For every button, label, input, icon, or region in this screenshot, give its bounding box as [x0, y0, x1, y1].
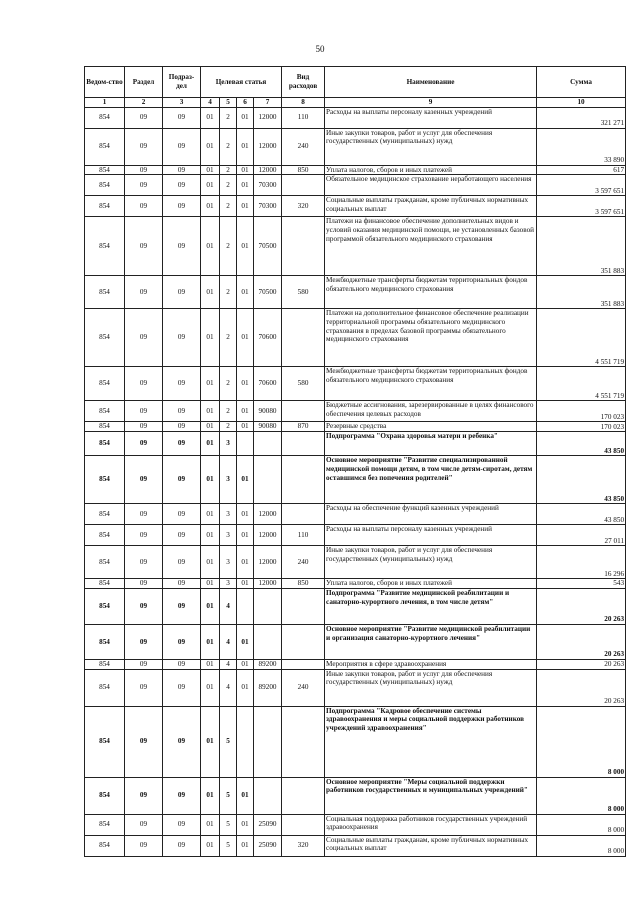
item-name-cell: Уплата налогов, сборов и иных платежей: [325, 579, 537, 589]
item-name-cell: Социальные выплаты гражданам, кроме публичных нормативных социальных выплат: [325, 835, 537, 856]
direction-code-cell: 89200: [254, 659, 282, 669]
column-number: 3: [163, 98, 201, 108]
measure-code-cell: 01: [237, 624, 254, 659]
header-podrazdel: Подраз-дел: [163, 67, 201, 98]
expense-type-cell: [282, 588, 325, 624]
direction-code-cell: 89200: [254, 669, 282, 706]
amount-cell: 16 296: [537, 546, 626, 579]
table-row: [85, 835, 626, 856]
podrazdel-cell: 09: [163, 624, 201, 659]
expense-type-cell: 850: [282, 165, 325, 175]
vedomstvo-cell: 854: [85, 525, 125, 546]
vedomstvo-cell: 854: [85, 588, 125, 624]
razdel-cell: 09: [125, 107, 163, 128]
measure-code-cell: [237, 706, 254, 777]
podrazdel-cell: 09: [163, 814, 201, 835]
table-row: [85, 309, 626, 367]
subprogram-code-cell: 3: [220, 525, 237, 546]
razdel-cell: 09: [125, 165, 163, 175]
razdel-cell: 09: [125, 309, 163, 367]
razdel-cell: 09: [125, 525, 163, 546]
measure-code-cell: [237, 432, 254, 456]
direction-code-cell: 12000: [254, 579, 282, 589]
subprogram-code-cell: 5: [220, 835, 237, 856]
item-name-cell: Подпрограмма "Кадровое обеспечение системы здравоохранения и меры социальной поддержки работников учреждений здравоохранения": [325, 706, 537, 777]
podrazdel-cell: 09: [163, 432, 201, 456]
measure-code-cell: 01: [237, 217, 254, 276]
expense-type-cell: [282, 175, 325, 196]
program-code-cell: 01: [201, 624, 220, 659]
measure-code-cell: 01: [237, 669, 254, 706]
podrazdel-cell: 09: [163, 456, 201, 504]
measure-code-cell: 01: [237, 276, 254, 309]
razdel-cell: 09: [125, 456, 163, 504]
item-name-cell: Межбюджетные трансферты бюджетам территориальных фондов обязательного медицинского страхования: [325, 276, 537, 309]
amount-cell: 170 023: [537, 401, 626, 422]
vedomstvo-cell: 854: [85, 624, 125, 659]
razdel-cell: 09: [125, 706, 163, 777]
amount-cell: 351 883: [537, 276, 626, 309]
direction-code-cell: 12000: [254, 504, 282, 525]
amount-cell: 321 271: [537, 107, 626, 128]
amount-cell: 20 263: [537, 669, 626, 706]
measure-code-cell: 01: [237, 579, 254, 589]
table-row: [85, 504, 626, 525]
expense-type-cell: [282, 401, 325, 422]
podrazdel-cell: 09: [163, 579, 201, 589]
expense-type-cell: [282, 456, 325, 504]
page-number: 50: [315, 44, 325, 54]
subprogram-code-cell: 3: [220, 546, 237, 579]
expense-type-cell: [282, 624, 325, 659]
expense-type-cell: [282, 659, 325, 669]
vedomstvo-cell: 854: [85, 669, 125, 706]
amount-cell: 20 263: [537, 588, 626, 624]
program-code-cell: 01: [201, 165, 220, 175]
header-summa: Сумма: [537, 67, 626, 98]
expense-type-cell: 110: [282, 107, 325, 128]
table-row: [85, 546, 626, 579]
table-row: [85, 367, 626, 401]
expense-type-cell: [282, 504, 325, 525]
razdel-cell: 09: [125, 175, 163, 196]
expense-type-cell: 870: [282, 422, 325, 432]
item-name-cell: Мероприятия в сфере здравоохранения: [325, 659, 537, 669]
vedomstvo-cell: 854: [85, 107, 125, 128]
podrazdel-cell: 09: [163, 706, 201, 777]
header-vedomstvo: Ведом-ство: [85, 67, 125, 98]
expense-type-cell: 580: [282, 367, 325, 401]
table-row: [85, 107, 626, 128]
table-row: [85, 814, 626, 835]
subprogram-code-cell: 2: [220, 217, 237, 276]
vedomstvo-cell: 854: [85, 401, 125, 422]
subprogram-code-cell: 4: [220, 588, 237, 624]
table-row: [85, 196, 626, 217]
podrazdel-cell: 09: [163, 588, 201, 624]
direction-code-cell: 90080: [254, 401, 282, 422]
subprogram-code-cell: 3: [220, 579, 237, 589]
expense-type-cell: [282, 217, 325, 276]
podrazdel-cell: 09: [163, 165, 201, 175]
expense-type-cell: 240: [282, 128, 325, 165]
razdel-cell: 09: [125, 504, 163, 525]
razdel-cell: 09: [125, 579, 163, 589]
podrazdel-cell: 09: [163, 367, 201, 401]
column-number: 4: [201, 98, 220, 108]
item-name-cell: Расходы на выплаты персоналу казенных учреждений: [325, 107, 537, 128]
podrazdel-cell: 09: [163, 217, 201, 276]
program-code-cell: 01: [201, 107, 220, 128]
podrazdel-cell: 09: [163, 128, 201, 165]
amount-cell: 27 011: [537, 525, 626, 546]
razdel-cell: 09: [125, 432, 163, 456]
razdel-cell: 09: [125, 217, 163, 276]
podrazdel-cell: 09: [163, 546, 201, 579]
expense-type-cell: 240: [282, 669, 325, 706]
subprogram-code-cell: 2: [220, 107, 237, 128]
subprogram-code-cell: 2: [220, 401, 237, 422]
direction-code-cell: 70300: [254, 196, 282, 217]
program-code-cell: 01: [201, 432, 220, 456]
direction-code-cell: 12000: [254, 525, 282, 546]
program-code-cell: 01: [201, 401, 220, 422]
table-row: [85, 456, 626, 504]
amount-cell: 20 263: [537, 624, 626, 659]
table-row: [85, 588, 626, 624]
program-code-cell: 01: [201, 504, 220, 525]
subprogram-code-cell: 2: [220, 367, 237, 401]
table-row: [85, 175, 626, 196]
amount-cell: 4 551 719: [537, 367, 626, 401]
measure-code-cell: 01: [237, 107, 254, 128]
razdel-cell: 09: [125, 814, 163, 835]
table-row: [85, 276, 626, 309]
column-number: 10: [537, 98, 626, 108]
item-name-cell: Резервные средства: [325, 422, 537, 432]
measure-code-cell: 01: [237, 546, 254, 579]
amount-cell: 8 000: [537, 777, 626, 814]
vedomstvo-cell: 854: [85, 456, 125, 504]
table-row: [85, 128, 626, 165]
direction-code-cell: 70600: [254, 367, 282, 401]
podrazdel-cell: 09: [163, 196, 201, 217]
item-name-cell: Основное мероприятие "Развитие медицинской реабилитации и организация санаторно-курортного лечения": [325, 624, 537, 659]
direction-code-cell: 12000: [254, 546, 282, 579]
program-code-cell: 01: [201, 814, 220, 835]
amount-cell: 8 000: [537, 814, 626, 835]
vedomstvo-cell: 854: [85, 309, 125, 367]
direction-code-cell: 25090: [254, 835, 282, 856]
direction-code-cell: [254, 706, 282, 777]
measure-code-cell: 01: [237, 196, 254, 217]
amount-cell: 43 850: [537, 504, 626, 525]
measure-code-cell: 01: [237, 422, 254, 432]
direction-code-cell: [254, 456, 282, 504]
vedomstvo-cell: 854: [85, 546, 125, 579]
measure-code-cell: 01: [237, 128, 254, 165]
header-naimenovanie: Наименование: [325, 67, 537, 98]
program-code-cell: 01: [201, 128, 220, 165]
podrazdel-cell: 09: [163, 504, 201, 525]
direction-code-cell: 70500: [254, 217, 282, 276]
measure-code-cell: 01: [237, 835, 254, 856]
expense-type-cell: [282, 706, 325, 777]
item-name-cell: Подпрограмма "Развитие медицинской реабилитации и санаторно-курортного лечения, в том числе детям": [325, 588, 537, 624]
razdel-cell: 09: [125, 669, 163, 706]
expense-type-cell: [282, 309, 325, 367]
vedomstvo-cell: 854: [85, 777, 125, 814]
vedomstvo-cell: 854: [85, 422, 125, 432]
razdel-cell: 09: [125, 624, 163, 659]
amount-cell: 170 023: [537, 422, 626, 432]
header-razdel: Раздел: [125, 67, 163, 98]
measure-code-cell: 01: [237, 777, 254, 814]
expense-type-cell: 110: [282, 525, 325, 546]
amount-cell: 3 597 651: [537, 196, 626, 217]
vedomstvo-cell: 854: [85, 579, 125, 589]
header-vid-rashodov: Вид расходов: [282, 67, 325, 98]
item-name-cell: Бюджетные ассигнования, зарезервированные в целях финансового обеспечения целевых расходов: [325, 401, 537, 422]
podrazdel-cell: 09: [163, 669, 201, 706]
direction-code-cell: 12000: [254, 128, 282, 165]
column-number: 9: [325, 98, 537, 108]
amount-cell: 33 890: [537, 128, 626, 165]
direction-code-cell: 12000: [254, 107, 282, 128]
column-number: 8: [282, 98, 325, 108]
subprogram-code-cell: 5: [220, 814, 237, 835]
vedomstvo-cell: 854: [85, 217, 125, 276]
table-row: [85, 165, 626, 175]
program-code-cell: 01: [201, 456, 220, 504]
table-row: [85, 525, 626, 546]
program-code-cell: 01: [201, 777, 220, 814]
item-name-cell: Платежи на финансовое обеспечение дополнительных видов и условий оказания медицинской помощи, не установленных базовой программой обязательного медицинского страхования: [325, 217, 537, 276]
subprogram-code-cell: 2: [220, 165, 237, 175]
program-code-cell: 01: [201, 546, 220, 579]
direction-code-cell: [254, 588, 282, 624]
razdel-cell: 09: [125, 835, 163, 856]
program-code-cell: 01: [201, 669, 220, 706]
subprogram-code-cell: 2: [220, 196, 237, 217]
subprogram-code-cell: 4: [220, 669, 237, 706]
podrazdel-cell: 09: [163, 422, 201, 432]
program-code-cell: 01: [201, 659, 220, 669]
vedomstvo-cell: 854: [85, 814, 125, 835]
podrazdel-cell: 09: [163, 175, 201, 196]
vedomstvo-cell: 854: [85, 367, 125, 401]
table-row: [85, 669, 626, 706]
subprogram-code-cell: 4: [220, 659, 237, 669]
table-row: [85, 659, 626, 669]
table-row: [85, 422, 626, 432]
program-code-cell: 01: [201, 706, 220, 777]
program-code-cell: 01: [201, 579, 220, 589]
amount-cell: 20 263: [537, 659, 626, 669]
razdel-cell: 09: [125, 128, 163, 165]
program-code-cell: 01: [201, 175, 220, 196]
podrazdel-cell: 09: [163, 401, 201, 422]
razdel-cell: 09: [125, 777, 163, 814]
table-row: [85, 777, 626, 814]
vedomstvo-cell: 854: [85, 432, 125, 456]
podrazdel-cell: 09: [163, 276, 201, 309]
table-row: [85, 706, 626, 777]
subprogram-code-cell: 5: [220, 777, 237, 814]
measure-code-cell: 01: [237, 659, 254, 669]
razdel-cell: 09: [125, 276, 163, 309]
vedomstvo-cell: 854: [85, 128, 125, 165]
item-name-cell: Обязательное медицинское страхование неработающего населения: [325, 175, 537, 196]
subprogram-code-cell: 5: [220, 706, 237, 777]
column-number: 2: [125, 98, 163, 108]
column-number: 7: [254, 98, 282, 108]
item-name-cell: Социальная поддержка работников государственных учреждений здравоохранения: [325, 814, 537, 835]
subprogram-code-cell: 3: [220, 504, 237, 525]
subprogram-code-cell: 2: [220, 309, 237, 367]
item-name-cell: Межбюджетные трансферты бюджетам территориальных фондов обязательного медицинского страхования: [325, 367, 537, 401]
measure-code-cell: 01: [237, 525, 254, 546]
vedomstvo-cell: 854: [85, 659, 125, 669]
column-number: 1: [85, 98, 125, 108]
measure-code-cell: 01: [237, 175, 254, 196]
program-code-cell: 01: [201, 276, 220, 309]
measure-code-cell: 01: [237, 456, 254, 504]
program-code-cell: 01: [201, 835, 220, 856]
amount-cell: 43 850: [537, 432, 626, 456]
amount-cell: 4 551 719: [537, 309, 626, 367]
item-name-cell: Расходы на обеспечение функций казенных учреждений: [325, 504, 537, 525]
amount-cell: 617: [537, 165, 626, 175]
amount-cell: 8 000: [537, 835, 626, 856]
podrazdel-cell: 09: [163, 835, 201, 856]
razdel-cell: 09: [125, 422, 163, 432]
direction-code-cell: [254, 432, 282, 456]
program-code-cell: 01: [201, 196, 220, 217]
direction-code-cell: 90080: [254, 422, 282, 432]
item-name-cell: Иные закупки товаров, работ и услуг для обеспечения государственных (муниципальных) нужд: [325, 669, 537, 706]
item-name-cell: Иные закупки товаров, работ и услуг для обеспечения государственных (муниципальных) нужд: [325, 546, 537, 579]
item-name-cell: Уплата налогов, сборов и иных платежей: [325, 165, 537, 175]
podrazdel-cell: 09: [163, 777, 201, 814]
razdel-cell: 09: [125, 588, 163, 624]
expense-type-cell: 580: [282, 276, 325, 309]
expense-type-cell: 320: [282, 835, 325, 856]
razdel-cell: 09: [125, 659, 163, 669]
measure-code-cell: [237, 588, 254, 624]
amount-cell: 43 850: [537, 456, 626, 504]
expense-type-cell: 240: [282, 546, 325, 579]
program-code-cell: 01: [201, 367, 220, 401]
budget-table: [84, 66, 626, 857]
measure-code-cell: 01: [237, 401, 254, 422]
program-code-cell: 01: [201, 525, 220, 546]
direction-code-cell: 12000: [254, 165, 282, 175]
expense-type-cell: 320: [282, 196, 325, 217]
direction-code-cell: 70500: [254, 276, 282, 309]
direction-code-cell: 70600: [254, 309, 282, 367]
subprogram-code-cell: 3: [220, 456, 237, 504]
subprogram-code-cell: 2: [220, 128, 237, 165]
podrazdel-cell: 09: [163, 107, 201, 128]
podrazdel-cell: 09: [163, 309, 201, 367]
direction-code-cell: [254, 624, 282, 659]
table-row: [85, 401, 626, 422]
table-row: [85, 217, 626, 276]
item-name-cell: Основное мероприятие "Меры социальной поддержки работников государственных и муниципальных учреждений": [325, 777, 537, 814]
podrazdel-cell: 09: [163, 659, 201, 669]
column-number: 6: [237, 98, 254, 108]
item-name-cell: Расходы на выплаты персоналу казенных учреждений: [325, 525, 537, 546]
expense-type-cell: [282, 814, 325, 835]
item-name-cell: Иные закупки товаров, работ и услуг для обеспечения государственных (муниципальных) нужд: [325, 128, 537, 165]
subprogram-code-cell: 2: [220, 175, 237, 196]
program-code-cell: 01: [201, 309, 220, 367]
podrazdel-cell: 09: [163, 525, 201, 546]
subprogram-code-cell: 4: [220, 624, 237, 659]
item-name-cell: Социальные выплаты гражданам, кроме публичных нормативных социальных выплат: [325, 196, 537, 217]
item-name-cell: Платежи на дополнительное финансовое обеспечение реализации территориальной программы обязательного медицинского страхования в пределах базовой программы обязательного медицинского страхования: [325, 309, 537, 367]
table-row: [85, 579, 626, 589]
measure-code-cell: 01: [237, 814, 254, 835]
direction-code-cell: 70300: [254, 175, 282, 196]
item-name-cell: Основное мероприятие "Развитие специализированной медицинской помощи детям, в том числе детям-сиротам, детям оставшимся без попечения родителей": [325, 456, 537, 504]
amount-cell: 3 597 651: [537, 175, 626, 196]
amount-cell: 543: [537, 579, 626, 589]
table-row: [85, 624, 626, 659]
razdel-cell: 09: [125, 546, 163, 579]
subprogram-code-cell: 2: [220, 422, 237, 432]
direction-code-cell: [254, 777, 282, 814]
expense-type-cell: 850: [282, 579, 325, 589]
direction-code-cell: 25090: [254, 814, 282, 835]
subprogram-code-cell: 2: [220, 276, 237, 309]
amount-cell: 8 000: [537, 706, 626, 777]
amount-cell: 351 883: [537, 217, 626, 276]
column-number: 5: [220, 98, 237, 108]
measure-code-cell: 01: [237, 504, 254, 525]
vedomstvo-cell: 854: [85, 276, 125, 309]
vedomstvo-cell: 854: [85, 835, 125, 856]
vedomstvo-cell: 854: [85, 175, 125, 196]
razdel-cell: 09: [125, 401, 163, 422]
expense-type-cell: [282, 432, 325, 456]
header-tselevaya-statya: Целевая статья: [201, 67, 282, 98]
razdel-cell: 09: [125, 196, 163, 217]
expense-type-cell: [282, 777, 325, 814]
program-code-cell: 01: [201, 217, 220, 276]
program-code-cell: 01: [201, 422, 220, 432]
table-row: [85, 432, 626, 456]
item-name-cell: Подпрограмма "Охрана здоровья матери и ребенка": [325, 432, 537, 456]
vedomstvo-cell: 854: [85, 706, 125, 777]
subprogram-code-cell: 3: [220, 432, 237, 456]
vedomstvo-cell: 854: [85, 196, 125, 217]
program-code-cell: 01: [201, 588, 220, 624]
measure-code-cell: 01: [237, 165, 254, 175]
measure-code-cell: 01: [237, 309, 254, 367]
razdel-cell: 09: [125, 367, 163, 401]
measure-code-cell: 01: [237, 367, 254, 401]
vedomstvo-cell: 854: [85, 165, 125, 175]
table-body: [85, 107, 626, 856]
vedomstvo-cell: 854: [85, 504, 125, 525]
